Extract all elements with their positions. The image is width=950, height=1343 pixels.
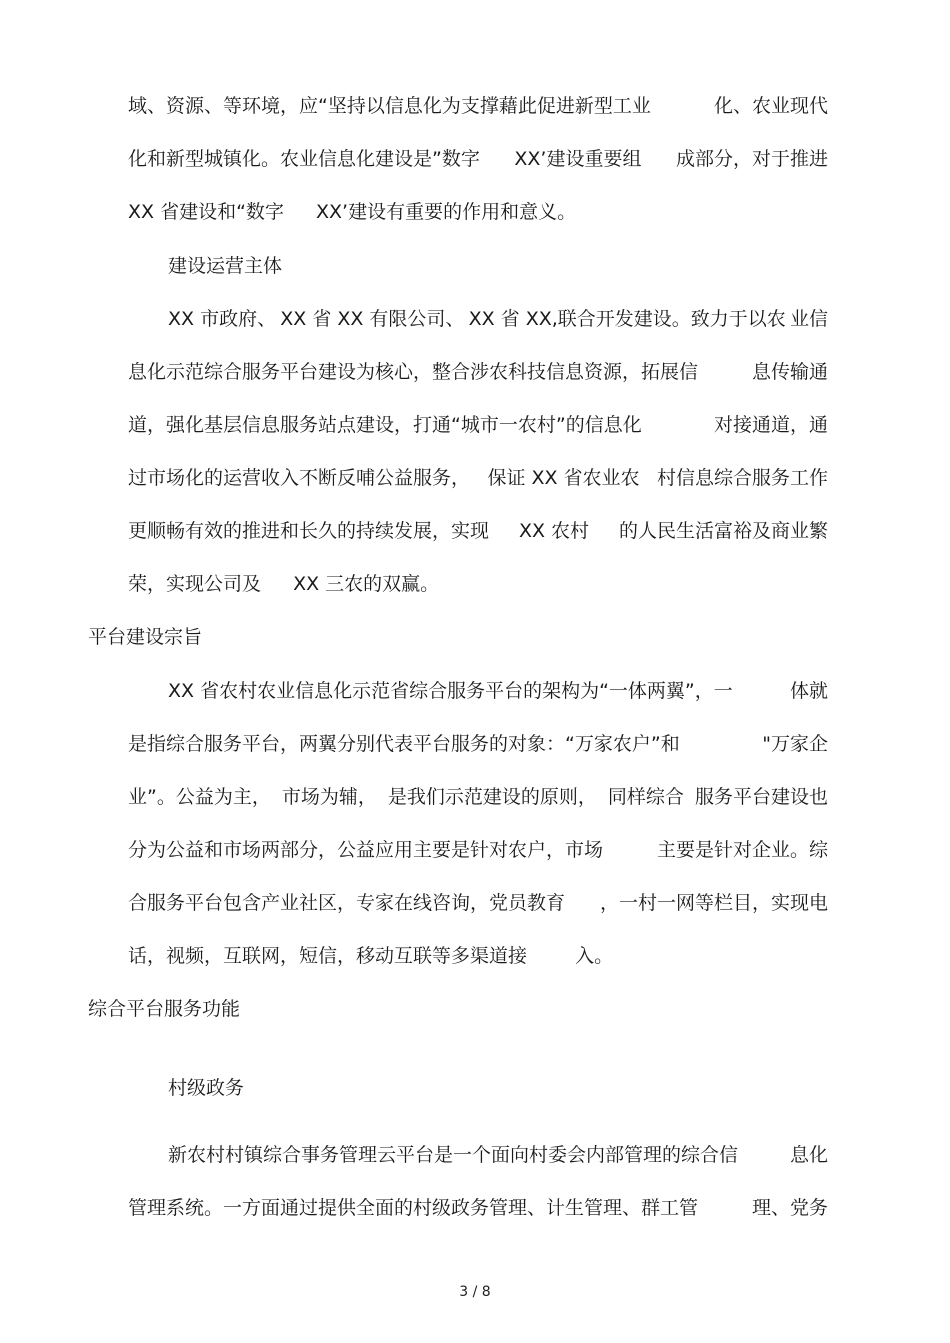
section-heading: 综合平台服务功能 (88, 998, 241, 1020)
text-line (128, 519, 828, 543)
text-segment: 保证 XX 省农业农 (487, 467, 640, 489)
text-line (128, 838, 828, 862)
text-segment: "万家企 (762, 733, 828, 755)
text-segment: 分为公益和市场两部分，公益应用主要是针对农户，市场 (128, 839, 604, 861)
text-segment: XX 省 XX 有限公司、 (280, 308, 465, 330)
section-heading: 村级政务 (168, 1077, 245, 1099)
page-number: 3 / 8 (459, 1284, 491, 1300)
text-segment: 过市场化的运营收入不断反哺公益服务， (128, 467, 471, 489)
text-line (128, 732, 828, 756)
text-segment: 主要是针对企业。综 (656, 839, 828, 861)
text-line (128, 360, 828, 384)
text-segment: 对接通道，通 (713, 414, 828, 436)
text-segment: 域、资源、等环境，应“坚持以信息化为支撑藉此促进新型工业 (128, 95, 651, 117)
text-segment: 管理系统。一方面通过提供全面的村级政务管理、计生管理、群工管 (128, 1197, 699, 1219)
text-segment: 是指综合服务平台，两翼分别代表平台服务的对象：“万家农户”和 (128, 733, 680, 755)
text-line (168, 679, 828, 703)
text-segment: 同样综合 (607, 786, 684, 808)
text-line (128, 94, 828, 118)
text-segment: 市场为辅， (281, 786, 377, 808)
text-segment: 村信息综合服务工作 (656, 467, 828, 489)
text-segment: 成部分，对于推进 (675, 148, 828, 170)
text-line (128, 200, 828, 224)
text-segment: 新农村村镇综合事务管理云平台是一个面向村委会内部管理的综合信 (168, 1144, 739, 1166)
text-line (128, 413, 828, 437)
text-line (168, 1143, 828, 1167)
text-segment: 更顺畅有效的推进和长久的持续发展，实现 (128, 520, 490, 542)
text-line (128, 785, 828, 809)
text-segment: ，一村一网等栏目，实现电 (599, 892, 828, 914)
text-segment: 业信 (789, 308, 828, 330)
text-line (128, 572, 828, 596)
text-segment: 业”。公益为主， (128, 786, 271, 808)
text-segment: 服务平台建设也 (694, 786, 828, 808)
text-segment: 是我们示范建设的原则， (387, 786, 597, 808)
text-line (128, 147, 828, 171)
text-segment: 息化 (789, 1144, 828, 1166)
text-segment: 理、党务 (751, 1197, 828, 1219)
text-segment: 的人民生活富裕及商业繁 (618, 520, 828, 542)
text-segment: XX 市政府、 (168, 308, 277, 330)
text-line (128, 891, 828, 915)
text-line (128, 466, 828, 490)
text-segment: XX’建设重要组 (514, 148, 642, 170)
section-heading: 平台建设宗旨 (88, 626, 203, 648)
section-heading: 建设运营主体 (168, 255, 283, 277)
text-segment: 化和新型城镇化。农业信息化建设是”数字 (128, 148, 480, 170)
text-line (128, 1196, 828, 1220)
text-segment: 合服务平台包含产业社区，专家在线咨询，党员教育 (128, 892, 566, 914)
text-segment: 道，强化基层信息服务站点建设，打通“城市一农村”的信息化 (128, 414, 642, 436)
text-segment: 话，视频，互联网，短信，移动互联等多渠道接 (128, 945, 528, 967)
text-segment: XX 农村 (518, 520, 590, 542)
text-line (168, 307, 828, 331)
text-segment: 荣，实现公司及 (128, 573, 262, 595)
text-segment: XX 省建设和“数字 (128, 201, 284, 223)
text-segment: XX 三农的双赢。 (293, 573, 440, 595)
text-segment: 入。 (575, 945, 614, 967)
text-segment: XX’建设有重要的作用和意义。 (316, 201, 577, 223)
text-segment: XX 省农村农业信息化示范省综合服务平台的架构为“一体两翼”，一 (168, 680, 733, 702)
text-segment: 化、农业现代 (713, 95, 828, 117)
text-segment: XX 省 XX,联合开发建设。致力于以农 (468, 308, 786, 330)
text-segment: 体就 (789, 680, 828, 702)
text-segment: 息化示范综合服务平台建设为核心，整合涉农科技信息资源，拓展信 (128, 361, 699, 383)
text-segment: 息传输通 (751, 361, 828, 383)
text-line (128, 944, 828, 968)
